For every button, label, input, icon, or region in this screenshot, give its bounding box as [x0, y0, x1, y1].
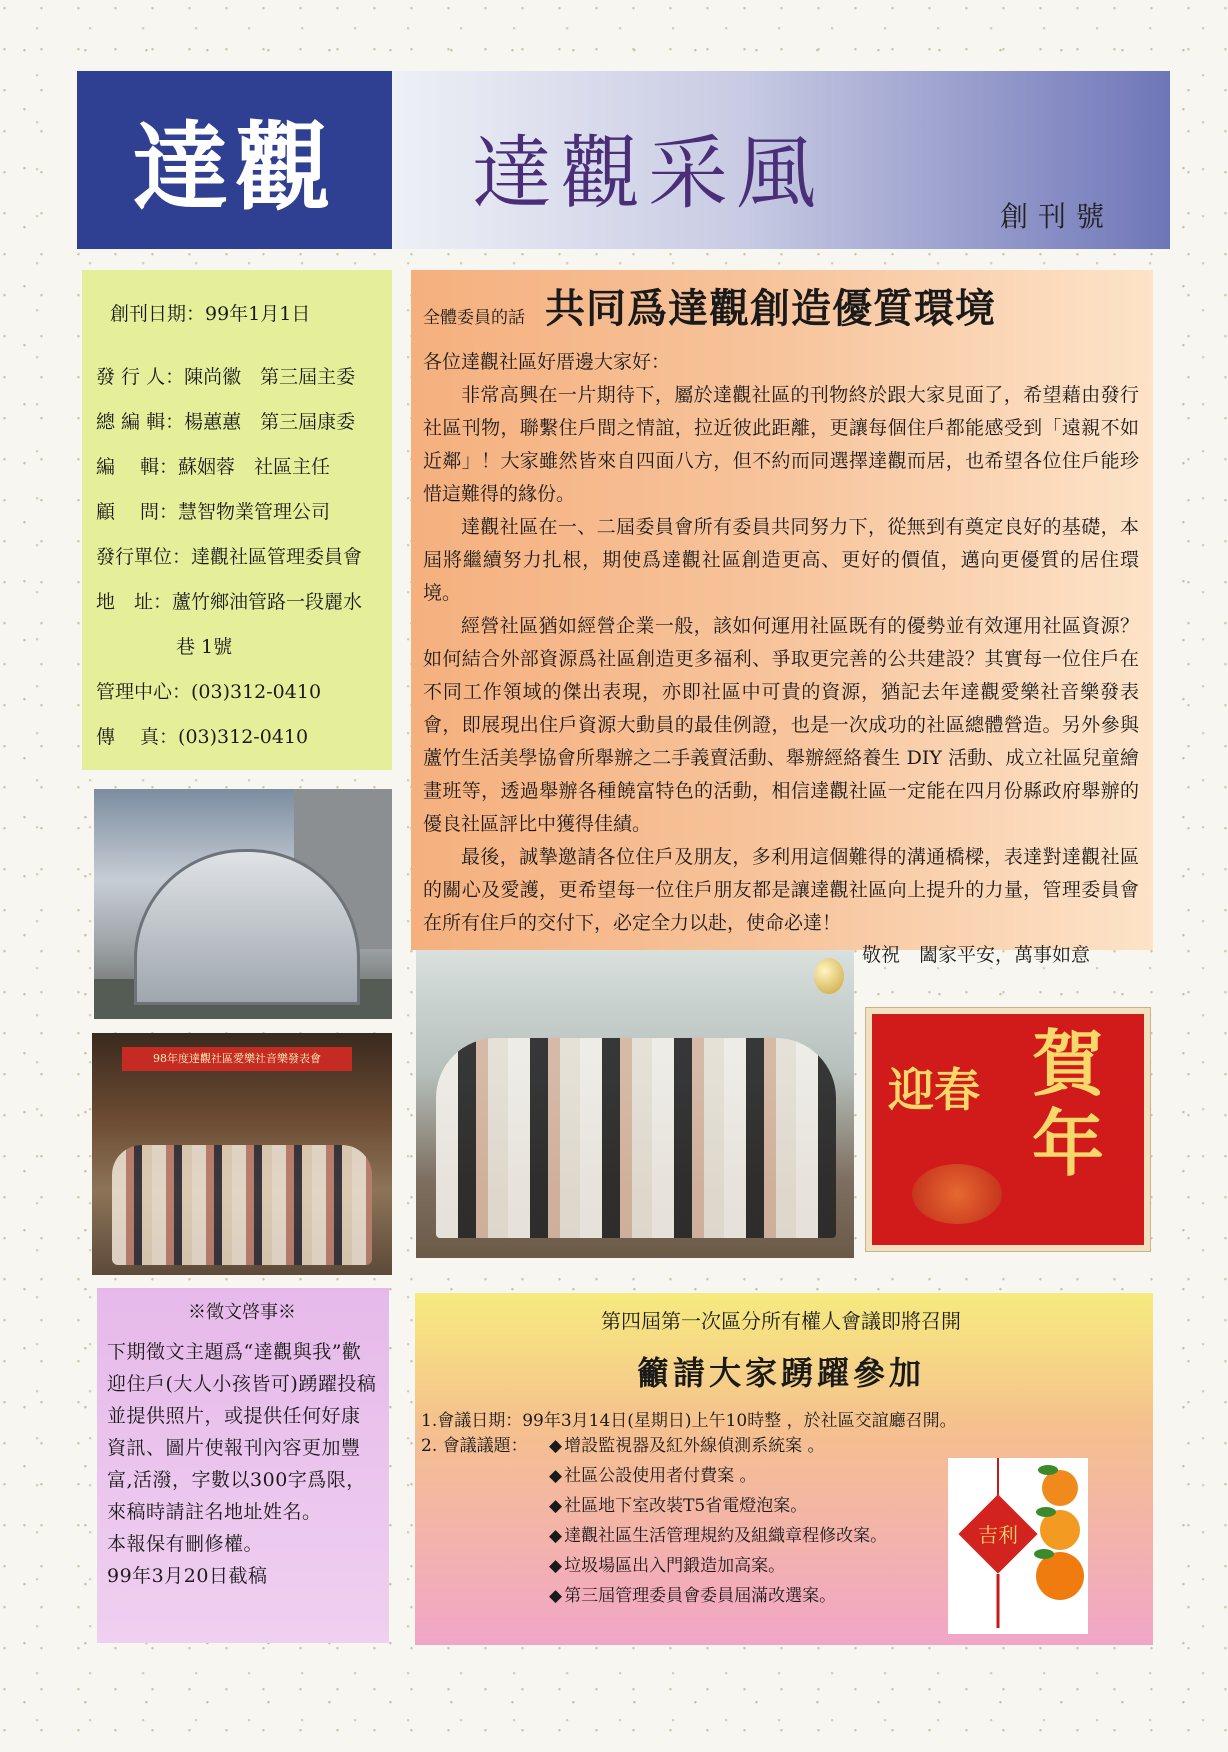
- essay-body: [107, 1336, 377, 1592]
- article-header: [423, 284, 1139, 334]
- newsletter-title: 達觀采風: [472, 127, 824, 220]
- concert-group-photo: [92, 1033, 392, 1275]
- agenda-item: ◆ 垃圾場區出入門鍛造加高案。: [549, 1551, 785, 1581]
- info-address: 地 址：蘆竹鄉油管路一段麗水: [96, 591, 363, 613]
- agenda-row: [421, 1431, 1141, 1461]
- agenda-item: ◆ 社區地下室改裝T5省電燈泡案。: [549, 1491, 807, 1521]
- agenda-item: ◆ 增設監視器及紅外線偵測系統案 。: [549, 1431, 824, 1461]
- issue-label: 創刊號: [999, 200, 1114, 233]
- info-fax: 傳 真：(03)312-0410: [96, 726, 309, 748]
- essay-rights: 本報保有刪修權。: [107, 1533, 264, 1555]
- card-text-left: 迎春: [888, 1063, 980, 1117]
- meeting-date: 1.會議日期：99年3月14日(星期日)上午10時整 ，於社區交誼廳召開。: [421, 1411, 957, 1431]
- main-article: [411, 270, 1153, 950]
- article-paragraph: 最後，誠摯邀請各位住戶及朋友，多利用這個難得的溝通橋樑，表達對達觀社區的關心及愛護，更希望每一位住戶朋友都是讓達觀社區向上提升的力量，管理委員會在所有住戶的交付下，必定全力以赴，使命必達！: [423, 846, 1139, 934]
- article-paragraph: 達觀社區在一、二屆委員會所有委員共同努力下，從無到有奠定良好的基礎，本屆將繼續努力扎根，期使爲達觀社區創造更高、更好的價值，邁向更優質的居住環境。: [423, 516, 1139, 604]
- info-editor: 編 輯：蘇姻蓉 社區主任: [96, 456, 331, 478]
- concert-banner: 98年度達觀社區愛樂社音樂發表會: [122, 1047, 352, 1071]
- info-phone: 管理中心：(03)312-0410: [96, 681, 322, 703]
- article-body: [423, 346, 1139, 940]
- masthead-band: [392, 71, 1170, 249]
- article-paragraph: 經營社區猶如經營企業一般，該如何運用社區既有的優勢並有效運用社區資源？如何結合外部資源爲社區創造更多福利、爭取更完善的公共建設？其實每一位住戶在不同工作領域的傑出表現，亦即社區中可貴的資源，猶記去年達觀愛樂社音樂發表會，即展現出住戶資源大動員的最佳例證，也是一次成功的社區總體營造。另外參與蘆竹生活美學協會所舉辦之二手義賣活動、舉辦經絡養生 DIY 活動、成立社區兒童繪畫班等，透過舉辦各種饒富特色的活動，相信達觀社區一定能在四月份縣政府舉辦的優良社區評比中獲得佳績。: [423, 615, 1139, 835]
- info-address-cont: 巷 1號: [176, 636, 233, 658]
- essay-text: 下期徵文主題爲“達觀與我”歡迎住戶(大人小孩皆可)踴躍投稿並提供照片，或提供任何好康資訊、圖片使報刊內容更加豐富,活潑，字數以300字爲限，來稿時請註名地址姓名。: [107, 1341, 377, 1523]
- community-building-photo: [94, 789, 392, 1019]
- info-issuer: 發行單位：達觀社區管理委員會: [96, 546, 363, 568]
- agenda-item: ◆ 達觀社區生活管理規約及組織章程修改案。: [549, 1521, 887, 1551]
- article-title: 共同爲達觀創造優質環境: [545, 285, 996, 332]
- charm-text: 吉利: [978, 1523, 1018, 1547]
- card-text-right: 賀年: [1032, 1021, 1105, 1186]
- info-advisor: 顧 問：慧智物業管理公司: [96, 501, 331, 523]
- meeting-title: 籲請大家踴躍參加: [636, 1354, 925, 1392]
- masthead: [77, 71, 1170, 249]
- publication-info-box: [82, 270, 392, 770]
- article-signoff: 敬祝 闔家平安，萬事如意: [862, 944, 1091, 966]
- essay-deadline: 99年3月20日截稿: [107, 1565, 268, 1587]
- essay-title: ※徵文啓事※: [188, 1302, 296, 1323]
- new-year-card: [866, 1008, 1150, 1251]
- essay-call-box: [97, 1288, 389, 1643]
- article-paragraph: 非常高興在一片期待下，屬於達觀社區的刊物終於跟大家見面了，希望藉由發行社區刊物，聯繫住戶間之情誼，拉近彼此距離，更讓每個住戶都能感受到「遠親不如近鄰」！大家雖然皆來自四面八方，但不約而同選擇達觀而居，也希望各位住戶能珍惜這難得的緣份。: [423, 384, 1139, 505]
- agenda-item: ◆ 社區公設使用者付費案 。: [549, 1461, 756, 1491]
- lucky-charm-illustration: [948, 1458, 1088, 1634]
- agenda-item: ◆ 第三屆管理委員會委員屆滿改選案。: [549, 1581, 836, 1611]
- agenda-label: 2. 會議議題：: [421, 1436, 528, 1456]
- launch-date: 創刊日期：99年1月1日: [110, 303, 311, 325]
- info-chief-editor: 總 編 輯：楊蕙蕙 第三屆康委: [96, 411, 356, 433]
- article-kicker: 全體委員的話: [423, 308, 525, 328]
- meeting-header: 第四屆第一次區分所有權人會議即將召開: [601, 1309, 961, 1333]
- article-greeting: 各位達觀社區好厝邊大家好：: [423, 351, 671, 373]
- info-publisher: 發 行 人：陳尚徽 第三屆主委: [96, 366, 356, 388]
- lucky-charm-icon: [948, 1458, 1088, 1634]
- committee-group-photo: [416, 950, 854, 1258]
- masthead-logo: 達觀: [77, 71, 392, 249]
